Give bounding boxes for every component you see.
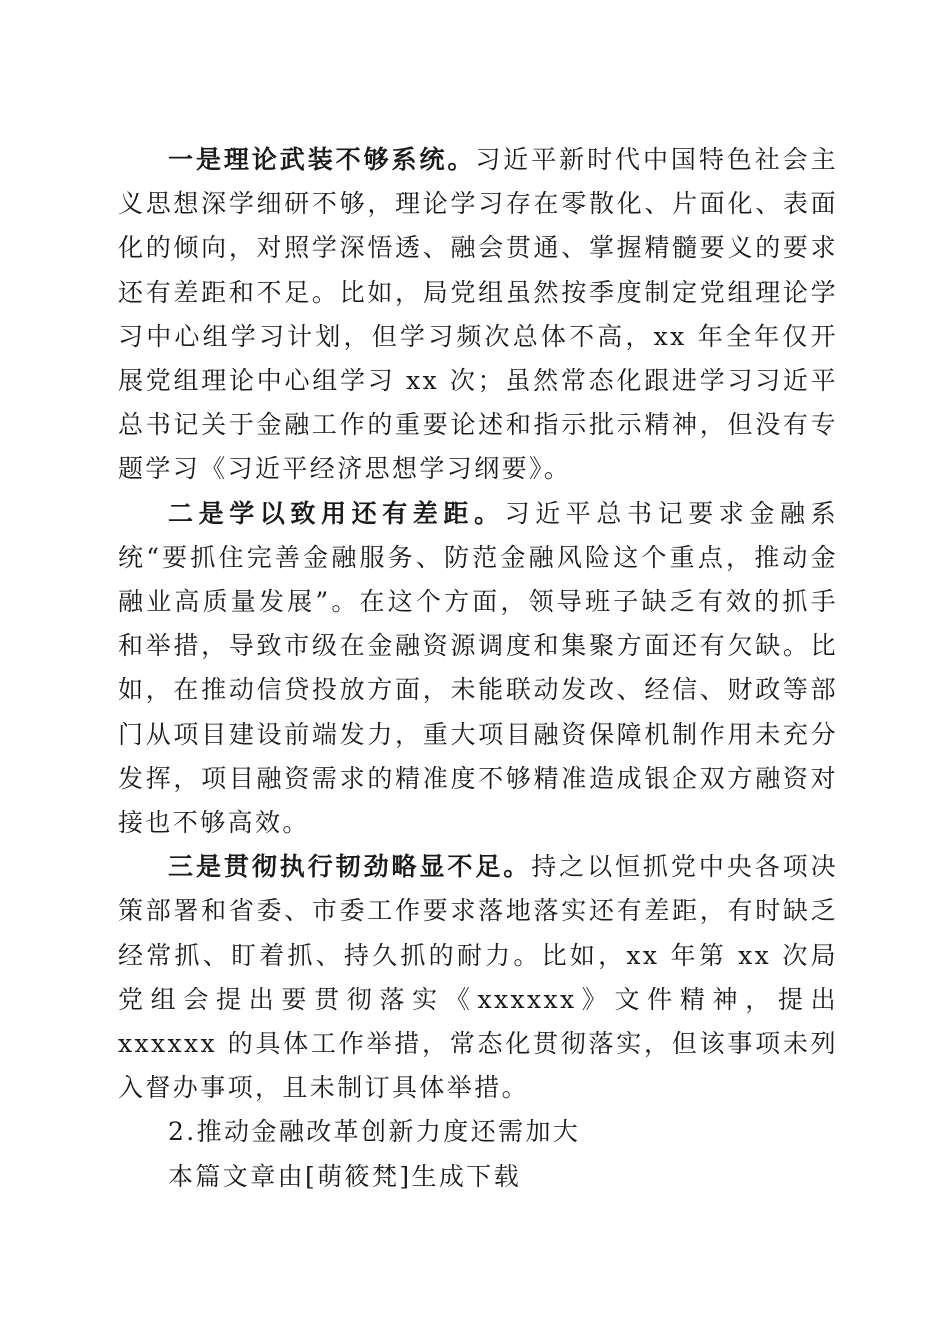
footer-note: 本篇文章由[萌筱梵]生成下载 (168, 1161, 522, 1191)
paragraph-theory (118, 138, 838, 492)
paragraph-execution (118, 845, 838, 1110)
paragraph-lead: 一是理论武装不够系统。 (168, 145, 476, 174)
paragraph-text: 持之以恒抓党中央各项决策部署和省委、市委工作要求落地落实还有差距，有时缺乏经常抓、盯着抓、持久抓的耐力。比如，xx 年第 xx 次局党组会提出要贯彻落实《xxxxxx》文件精神，提出 xxxxxx 的具体工作举措，常态化贯彻落实，但该事项未列入督办事项，且未制订具体举措。 (118, 852, 839, 1103)
document-body (118, 138, 838, 1199)
section-heading: 2.推动金融改革创新力度还需加大 (168, 1117, 581, 1147)
paragraph-lead: 三是贯彻执行韧劲略显不足。 (168, 852, 532, 882)
paragraph-lead: 二是学以致用还有差距。 (168, 498, 505, 528)
paragraph-application (118, 492, 838, 846)
paragraph-text: 习近平总书记要求金融系统“要抓住完善金融服务、防范金融风险这个重点，推动金融业高质量发展”。在这个方面，领导班子缺乏有效的抓手和举措，导致市级在金融资源调度和集聚方面还有欠缺。比如，在推动信贷投放方面，未能联动发改、经信、财政等部门从项目建设前端发力，重大项目融资保障机制作用未充分发挥，项目融资需求的精准度不够精准造成银企双方融资对接也不够高效。 (118, 498, 839, 838)
paragraph-text: 习近平新时代中国特色社会主义思想深学细研不够，理论学习存在零散化、片面化、表面化的倾向，对照学深悟透、融会贯通、掌握精髓要义的要求还有差距和不足。比如，局党组虽然按季度制定党组理论学习中心组学习计划，但学习频次总体不高，xx 年全年仅开展党组理论中心组学习 xx 次；虽然常态化跟进学习习近平总书记关于金融工作的重要论述和指示批示精神，但没有专题学习《习近平经济思想学习纲要》。 (118, 145, 838, 484)
